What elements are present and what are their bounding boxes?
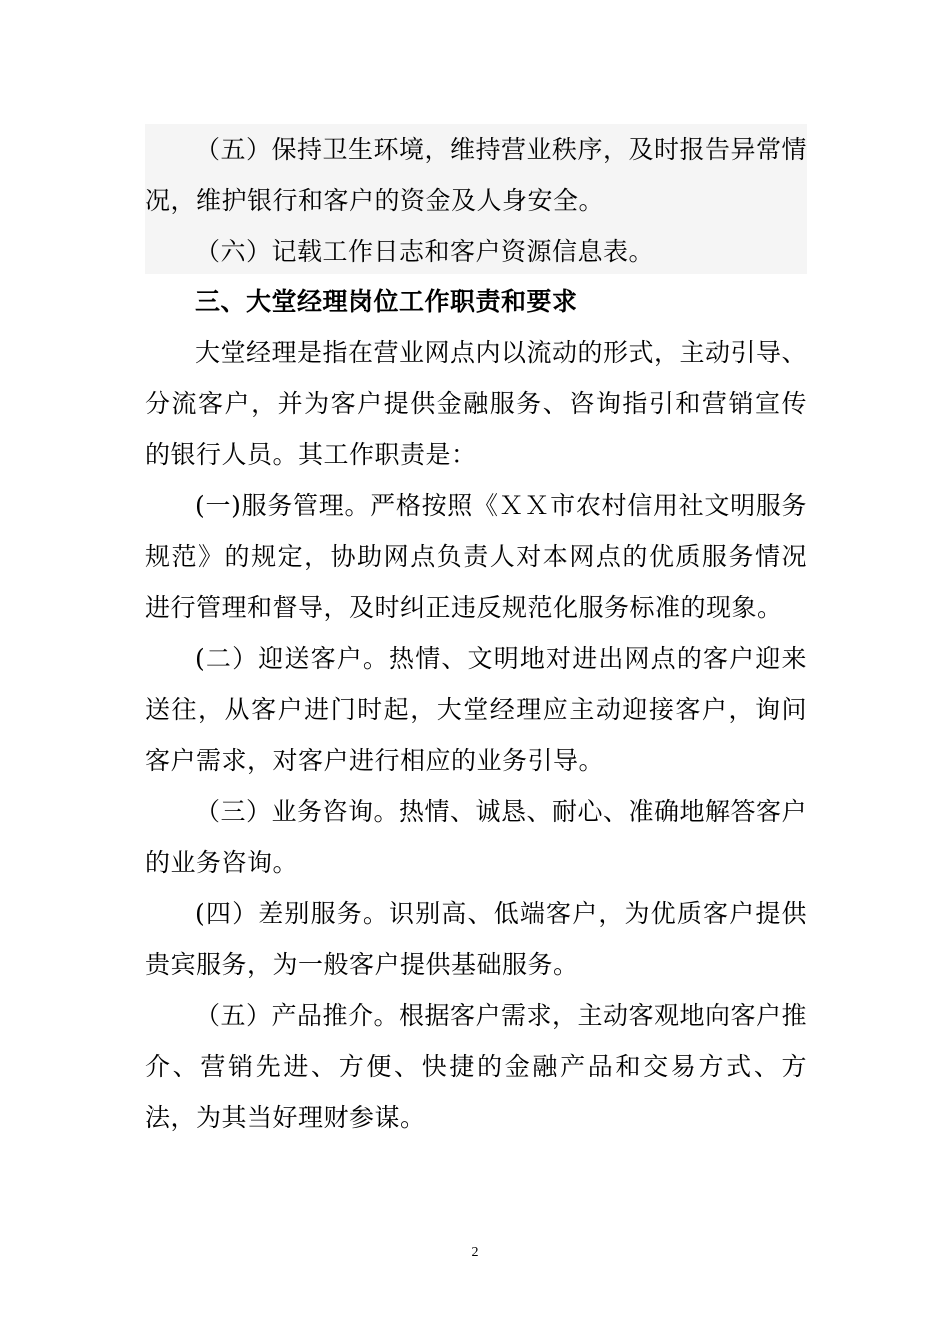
paragraph-five-hygiene: （五）保持卫生环境，维持营业秩序，及时报告异常情况，维护银行和客户的资金及人身安全。 xyxy=(145,135,808,215)
duty-product-promotion: （五）产品推介。根据客户需求，主动客观地向客户推介、营销先进、方便、快捷的金融产品和交易方式、方法，为其当好理财参谋。 xyxy=(145,1001,808,1132)
duty-differentiated-service: (四）差别服务。识别高、低端客户，为优质客户提供贵宾服务，为一般客户提供基础服务。 xyxy=(145,899,807,979)
document-body xyxy=(145,124,807,1143)
duty-business-consulting: （三）业务咨询。热情、诚恳、耐心、准确地解答客户的业务咨询。 xyxy=(145,797,808,877)
duty-service-management: (一)服务管理。严格按照《ＸＸ市农村信用社文明服务规范》的规定，协助网点负责人对本网点的优质服务情况进行管理和督导，及时纠正违反规范化服务标准的现象。 xyxy=(145,491,807,622)
page-number: 2 xyxy=(471,1245,479,1260)
duty-greeting-customers: (二）迎送客户。热情、文明地对进出网点的客户迎来送往，从客户进门时起，大堂经理应主动迎接客户，询问客户需求，对客户进行相应的业务引导。 xyxy=(145,644,807,775)
section-heading: 三、大堂经理岗位工作职责和要求 xyxy=(195,287,578,316)
intro-paragraph: 大堂经理是指在营业网点内以流动的形式，主动引导、分流客户，并为客户提供金融服务、咨询指引和营销宣传的银行人员。其工作职责是： xyxy=(145,338,808,469)
paragraph-six-logs: （六）记载工作日志和客户资源信息表。 xyxy=(195,237,655,266)
